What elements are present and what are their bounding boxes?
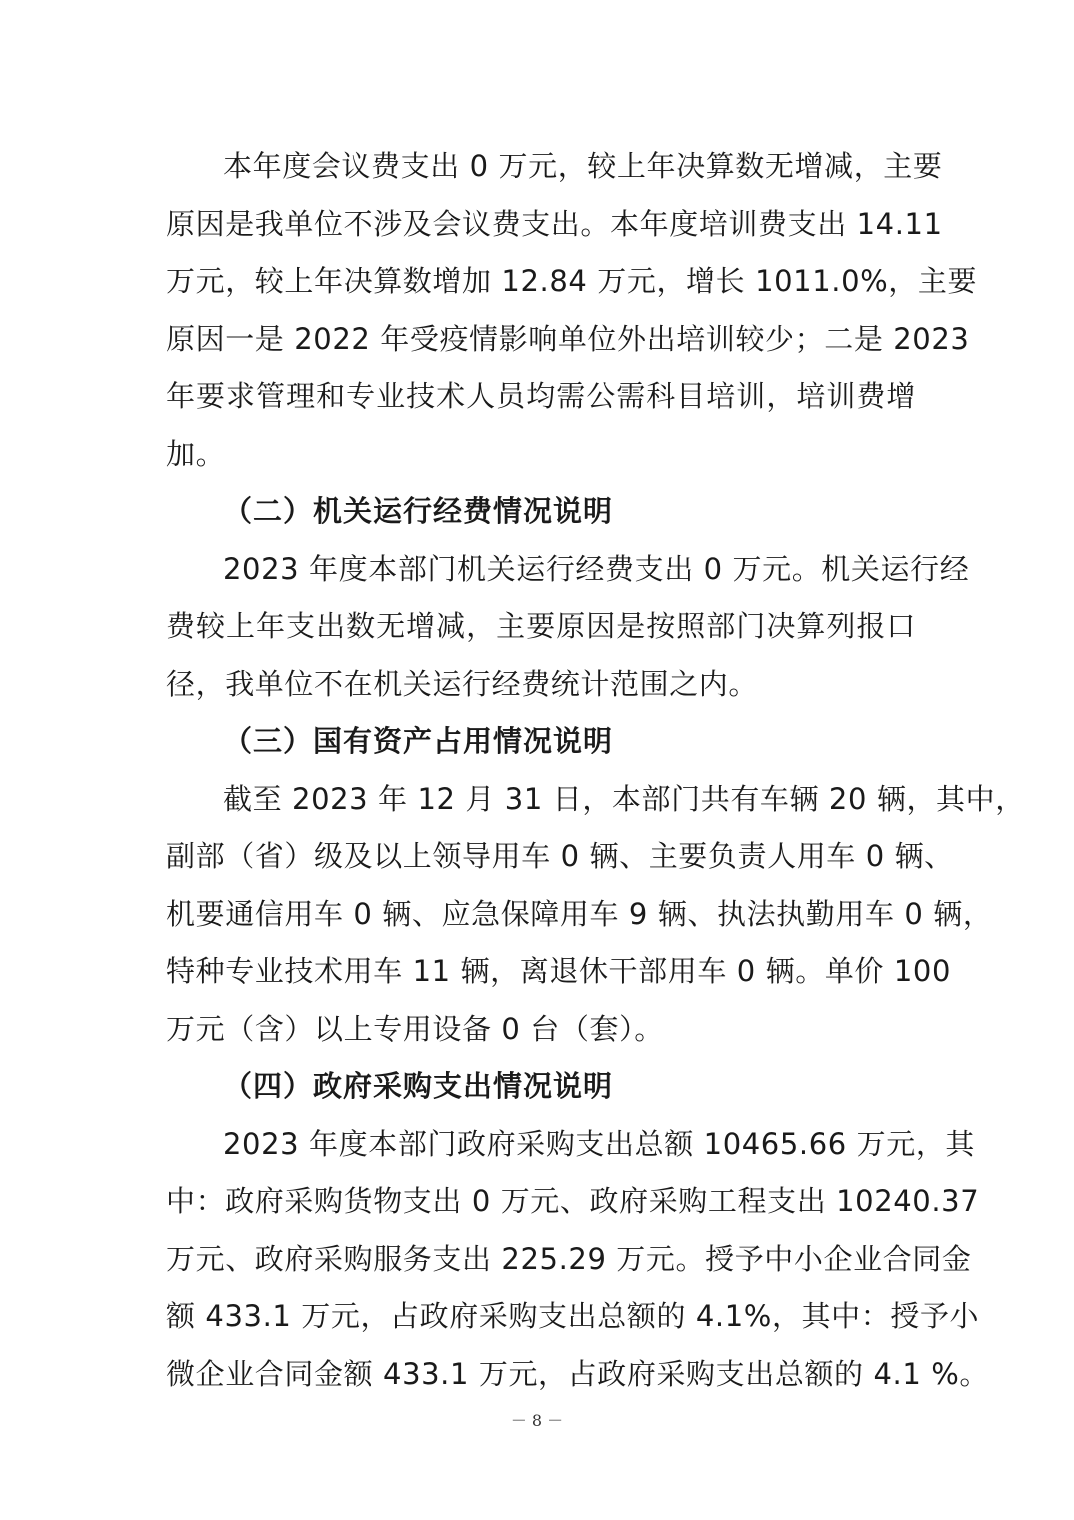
page-number: － 8 －: [510, 1411, 564, 1430]
paragraph-meeting-training-fees: [166, 138, 978, 483]
text-line: 特种专业技术用车 11 辆，离退休干部用车 0 辆。单价 100: [166, 954, 951, 988]
section-heading-government-procurement: （四）政府采购支出情况说明: [223, 1069, 614, 1103]
text-line: 径，我单位不在机关运行经费统计范围之内。: [166, 666, 759, 701]
text-line: 加。: [166, 436, 226, 471]
text-line: 万元、政府采购服务支出 225.29 万元。授予中小企业合同金: [166, 1241, 972, 1276]
text-line: 微企业合同金额 433.1 万元，占政府采购支出总额的 4.1 %。: [166, 1356, 989, 1391]
text-line: 额 433.1 万元，占政府采购支出总额的 4.1%，其中：授予小: [166, 1299, 980, 1333]
text-line: 副部（省）级及以上领导用车 0 辆、主要负责人用车 0 辆、: [166, 839, 954, 873]
text-line: 原因是我单位不涉及会议费支出。本年度培训费支出 14.11: [166, 206, 943, 241]
section-heading-state-assets: （三）国有资产占用情况说明: [223, 724, 614, 758]
text-line: 年要求管理和专业技术人员均需公需科目培训，培训费增: [166, 379, 916, 413]
section-heading-agency-operating-costs: （二）机关运行经费情况说明: [223, 494, 614, 528]
text-line: 2023 年度本部门政府采购支出总额 10465.66 万元，其: [223, 1126, 976, 1161]
text-line: 费较上年支出数无增减，主要原因是按照部门决算列报口: [166, 609, 916, 643]
text-line: 截至 2023 年 12 月 31 日，本部门共有车辆 20 辆，其中，: [223, 781, 1025, 816]
text-line: 万元，较上年决算数增加 12.84 万元，增长 1011.0%，主要: [166, 264, 978, 298]
text-line: 本年度会议费支出 0 万元，较上年决算数无增减，主要: [223, 149, 943, 183]
paragraph-state-assets: [166, 771, 1025, 1059]
text-line: 机要通信用车 0 辆、应急保障用车 9 辆、执法执勤用车 0 辆，: [166, 896, 993, 931]
paragraph-government-procurement: [166, 1116, 989, 1404]
text-line: 万元（含）以上专用设备 0 台（套）。: [166, 1011, 664, 1046]
text-line: 中：政府采购货物支出 0 万元、政府采购工程支出 10240.37: [166, 1184, 980, 1218]
document-body: [166, 138, 1025, 1403]
text-line: 原因一是 2022 年受疫情影响单位外出培训较少；二是 2023: [166, 321, 970, 356]
text-line: 2023 年度本部门机关运行经费支出 0 万元。机关运行经: [223, 551, 970, 586]
paragraph-agency-operating-costs: [166, 541, 970, 714]
